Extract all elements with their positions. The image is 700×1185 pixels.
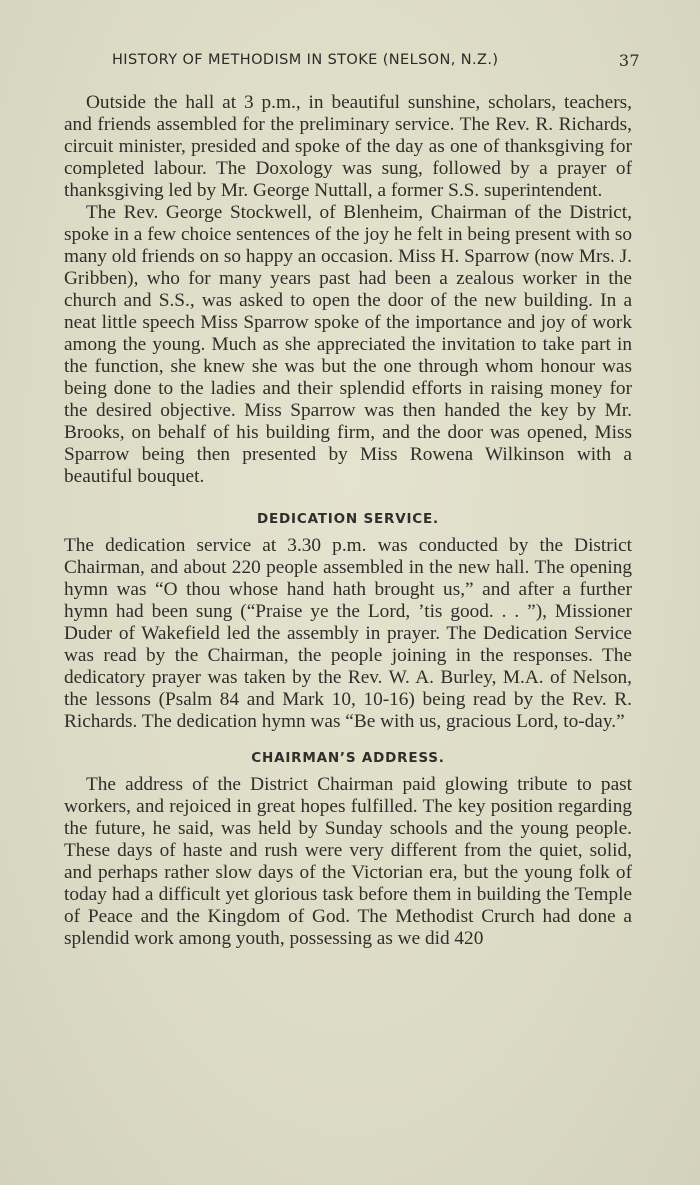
running-header: [64, 52, 640, 74]
running-title: HISTORY OF METHODISM IN STOKE (NELSON, N.Z.): [112, 52, 499, 68]
paragraph-chairman-welcome: The Rev. George Stockwell, of Blenheim, Chairman of the District, spoke in a few choice sentences of the joy he felt in being present with so many old friends on so happy an occasion. Miss H. Sparrow (now Mrs. J. Gribben), who for many years past had been a zealous worker in the church and S.S., was asked to open the door of the new building. In a neat little speech Miss Sparrow spoke of the importance and joy of work among the young. Much as she appreciated the invitation to take part in the function, she knew she was but the one through whom honour was being done to the ladies and their splendid efforts in raising money for the desired objective. Miss Sparrow was then handed the key by Mr. Brooks, on behalf of his building firm, and the door was opened, Miss Sparrow being then presented by Miss Rowena Wilkinson with a beautiful bouquet.: [64, 202, 632, 487]
paragraph-chairmans-address: The address of the District Chairman paid glowing tribute to past workers, and rejoiced in great hopes fulfilled. The key position regarding the future, he said, was held by Sunday schools and the young people. These days of haste and rush were very different from the quiet, solid, and perhaps rather slow days of the Victorian era, but the young folk of today had a difficult yet glorious task before them in building the Temple of Peace and the Kingdom of God. The Methodist Crurch had done a splendid work among youth, possessing as we did 420: [64, 774, 632, 949]
section-heading-chairmans-address: CHAIRMAN’S ADDRESS.: [251, 750, 445, 766]
section-heading-dedication: DEDICATION SERVICE.: [257, 511, 439, 527]
paragraph-dedication-service: The dedication service at 3.30 p.m. was conducted by the District Chairman, and about 220 people assembled in the new hall. The opening hymn was “O thou whose hand hath brought us,” and after a further hymn had been sung (“Praise ye the Lord, ’tis good. . . ”), Missioner Duder of Wakefield led the assembly in prayer. The Dedication Service was read by the Chairman, the people joining in the responses. The dedicatory prayer was taken by the Rev. W. A. Burley, M.A. of Nelson, the lessons (Psalm 84 and Mark 10, 10-16) being read by the Rev. R. Richards. The dedication hymn was “Be with us, gracious Lord, to-day.”: [64, 535, 632, 732]
page-number: 37: [618, 51, 640, 70]
paragraph-opening-service: Outside the hall at 3 p.m., in beautiful sunshine, scholars, teachers, and friends assembled for the preliminary service. The Rev. R. Richards, circuit minister, presided and spoke of the day as one of thanksgiving for completed labour. The Doxology was sung, followed by a prayer of thanksgiving led by Mr. George Nuttall, a former S.S. superintendent.: [64, 92, 632, 201]
body-text: [64, 92, 632, 950]
